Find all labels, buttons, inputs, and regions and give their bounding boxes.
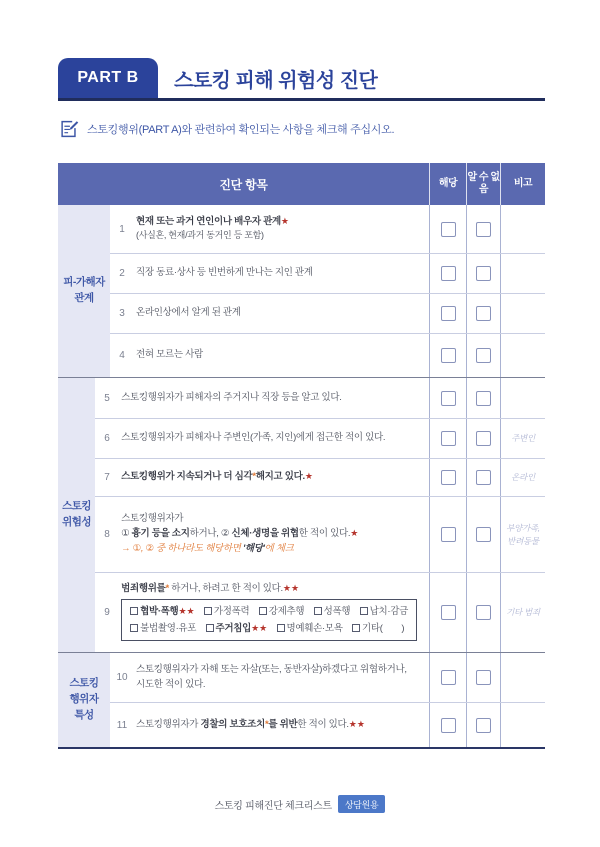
checkbox-icon[interactable] [130, 624, 138, 632]
checkbox-applicable[interactable] [441, 605, 456, 620]
table-row [110, 333, 545, 377]
checkbox-applicable[interactable] [441, 527, 456, 542]
checkbox-applicable[interactable] [441, 470, 456, 485]
remark-cell: 부양가족, 반려동물 [500, 497, 545, 572]
table-header-row [58, 163, 545, 205]
row-item-text: 범죄행위를* 하거나, 하려고 한 적이 있다.★★ 협박·폭행★★ 가정폭력 강제추행 성폭행 납치·감금 불법촬영·유포 주거침입★★ 명예훼손·모욕 기타( ) [119, 573, 429, 652]
checkbox-unknown[interactable] [476, 266, 491, 281]
group-label: 피-가해자 관계 [58, 205, 110, 377]
header-applicable: 해당 [429, 163, 466, 205]
table-row [110, 653, 545, 702]
diagnosis-table [58, 163, 545, 749]
checkbox-icon[interactable] [259, 607, 267, 615]
table-row [95, 378, 545, 418]
instruction-text: 스토킹행위(PART A)와 관련하여 확인되는 사항을 체크해 주십시오. [87, 124, 395, 136]
checkbox-icon[interactable] [314, 607, 322, 615]
row-item-text: 스토킹행위자가 피해자의 주거지나 직장 등을 알고 있다. [121, 391, 342, 403]
row-number: 4 [119, 350, 125, 361]
checkbox-unknown[interactable] [476, 431, 491, 446]
counselor-badge: 상담원용 [338, 795, 386, 813]
checkbox-icon[interactable] [360, 607, 368, 615]
checkbox-icon[interactable] [206, 624, 214, 632]
checkbox-icon[interactable] [277, 624, 285, 632]
row-number: 1 [119, 223, 125, 235]
row-number: 10 [116, 672, 128, 683]
checkbox-icon[interactable] [130, 607, 138, 615]
group-victim-offender-relationship [58, 205, 545, 377]
table-row [110, 293, 545, 333]
checkbox-unknown[interactable] [476, 527, 491, 542]
part-label: PART B [58, 58, 158, 98]
group-stalker-characteristics [58, 652, 545, 747]
checkbox-icon[interactable] [204, 607, 212, 615]
checkbox-applicable[interactable] [441, 222, 456, 237]
checkbox-applicable[interactable] [441, 306, 456, 321]
footer-title: 스토킹 피해진단 체크리스트 [214, 800, 332, 812]
checkbox-applicable[interactable] [441, 431, 456, 446]
header-unknown: 알 수 없음 [466, 163, 500, 205]
table-row [95, 496, 545, 572]
page-footer [0, 795, 600, 813]
row-item-text: 현재 또는 과거 연인이나 배우자 관계★ (사실혼, 현재/과거 동거인 등 포함) [136, 215, 289, 241]
group-label: 스토킹 위험성 [58, 378, 95, 652]
remark-cell [500, 334, 545, 377]
remark-cell [500, 653, 545, 702]
row-item-text: 전혀 모르는 사람 [136, 349, 203, 361]
checkbox-unknown[interactable] [476, 718, 491, 733]
remark-cell [500, 378, 545, 418]
row-number: 3 [119, 308, 125, 319]
row-number: 7 [104, 472, 110, 483]
checkbox-applicable[interactable] [441, 266, 456, 281]
row-item-text: 온라인상에서 알게 된 관계 [136, 307, 241, 319]
row-item-text: 스토킹행위자가 경찰의 보호조치*를 위반한 적이 있다.★★ [136, 718, 365, 730]
row-item-text: 스토킹행위자가 ① 흉기 등을 소지하거나, ② 신체·생명을 위협한 적이 있다.★ → ①, ② 중 하나라도 해당하면 '해당'에 체크 [121, 512, 359, 555]
checkbox-applicable[interactable] [441, 348, 456, 363]
checkbox-unknown[interactable] [476, 348, 491, 363]
header-diagnosis-items: 진단 항목 [219, 177, 268, 192]
checkbox-unknown[interactable] [476, 470, 491, 485]
header-remark: 비고 [500, 163, 545, 205]
row-item-text: 스토킹행위가 지속되거나 더 심각*해지고 있다.★ [121, 471, 313, 483]
remark-cell [500, 254, 545, 293]
table-row [95, 418, 545, 458]
row-item-text: 스토킹행위자가 피해자나 주변인(가족, 지인)에게 접근한 적이 있다. [121, 432, 386, 444]
row-number: 5 [104, 392, 110, 404]
row-number: 11 [116, 719, 128, 731]
group-stalking-risk [58, 377, 545, 652]
checkbox-unknown[interactable] [476, 670, 491, 685]
table-row [110, 253, 545, 293]
row-number: 8 [104, 529, 110, 540]
memo-pencil-icon [58, 118, 80, 140]
checkbox-unknown[interactable] [476, 222, 491, 237]
table-row [95, 572, 545, 652]
page-title: 스토킹 피해 위험성 진단 [174, 69, 378, 92]
row-number: 2 [119, 268, 125, 279]
remark-cell [500, 294, 545, 333]
checkbox-applicable[interactable] [441, 670, 456, 685]
row-number: 9 [104, 607, 110, 618]
remark-cell [500, 703, 545, 747]
instruction-row [58, 118, 394, 140]
remark-cell: 온라인 [500, 459, 545, 496]
row-item-text: 직장 동료·상사 등 빈번하게 만나는 지인 관계 [136, 267, 313, 279]
group-label: 스토킹 행위자 특성 [58, 653, 110, 747]
table-row [110, 205, 545, 253]
remark-cell: 기타 범죄 [500, 573, 545, 652]
page-header [58, 58, 545, 101]
table-row [110, 702, 545, 747]
checkbox-applicable[interactable] [441, 718, 456, 733]
remark-cell [500, 205, 545, 253]
checkbox-unknown[interactable] [476, 605, 491, 620]
checkbox-unknown[interactable] [476, 391, 491, 406]
row-number: 6 [104, 433, 110, 444]
checkbox-unknown[interactable] [476, 306, 491, 321]
checkbox-icon[interactable] [352, 624, 360, 632]
table-row [95, 458, 545, 496]
remark-cell: 주변인 [500, 419, 545, 458]
checkbox-applicable[interactable] [441, 391, 456, 406]
row-item-text: 스토킹행위자가 자해 또는 자살(또는, 동반자살)하겠다고 위협하거나, 시도한 적이 있다. [136, 663, 407, 690]
crime-type-box: 협박·폭행★★ 가정폭력 강제추행 성폭행 납치·감금 불법촬영·유포 주거침입★★ 명예훼손·모욕 기타( ) [121, 599, 417, 641]
